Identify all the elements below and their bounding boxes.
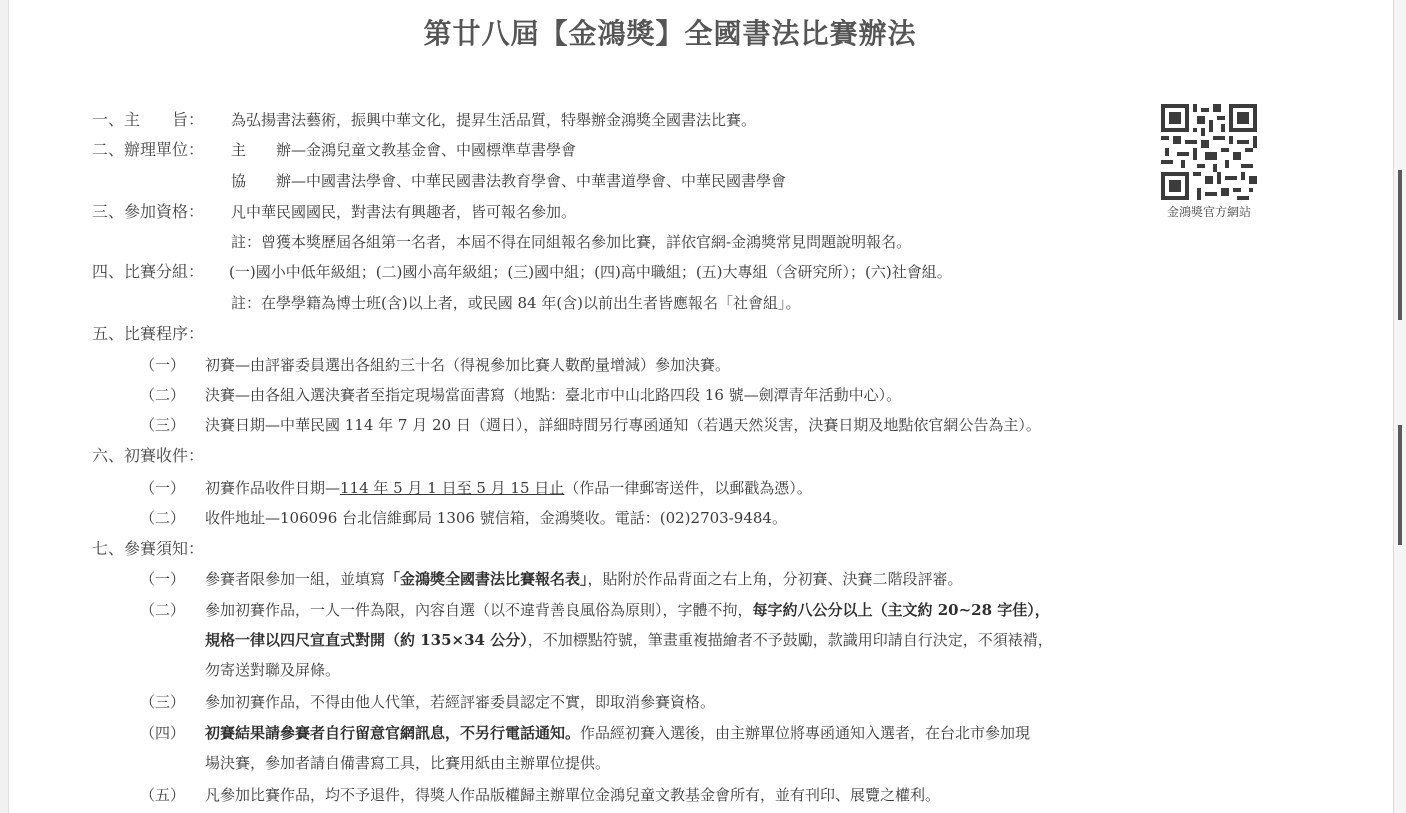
- section-7-item-2-line-3: 勿寄送對聯及屏條。: [205, 661, 341, 679]
- section-6-item-2: 收件地址—106096 台北信維郵局 1306 號信箱，金鴻獎收。電話：(02)2703-9484。: [205, 509, 787, 527]
- section-4-note: 註：在學學籍為博士班(含)以上者，或民國 84 年(含)以前出生者皆應報名「社會組」。: [231, 294, 801, 312]
- section-7-item-5: 凡參加比賽作品，均不予退件，得獎人作品版權歸主辦單位金鴻兒童文教基金會所有，並有刊印、展覽之權利。: [205, 786, 941, 804]
- section-5-item-1: 初賽—由評審委員選出各組約三十名（得視參加比賽人數酌量增減）參加決賽。: [205, 356, 731, 374]
- section-3-text: 凡中華民國國民，對書法有興趣者，皆可報名參加。: [231, 203, 577, 221]
- item-text: 參加初賽作品，一人一件為限，內容自選（以不違背善良風俗為原則），字體不拘，: [205, 601, 753, 619]
- item-text: 初賽作品收件日期—: [205, 479, 341, 497]
- section-4-label: 四、比賽分組：: [92, 262, 205, 281]
- section-7-label: 七、參賽須知：: [92, 539, 205, 558]
- item-text: ，不加標點符號，筆畫重複描繪者不予鼓勵，款識用印請自行決定，不須裱褙，: [527, 631, 1053, 649]
- section-3-label: 三、參加資格：: [92, 202, 205, 221]
- entry-form-name: 「金鴻獎全國書法比賽報名表」: [385, 570, 588, 588]
- section-6-item-1: [205, 478, 812, 498]
- section-1-label: 一、主 旨：: [92, 110, 205, 129]
- section-7-item-4-line-1: [205, 723, 1030, 743]
- item-number: （一）: [140, 479, 186, 497]
- item-number: （五）: [140, 786, 186, 804]
- section-7-item-3: 參加初賽作品，不得由他人代筆，若經評審委員認定不實，即取消參賽資格。: [205, 693, 716, 711]
- item-number: （三）: [140, 693, 186, 711]
- item-number: （二）: [140, 386, 186, 404]
- section-5-item-3: 決賽日期—中華民國 114 年 7 月 20 日（週日），詳細時間另行專函通知（若遇天然災害，決賽日期及地點依官網公告為主）。: [205, 416, 1041, 434]
- section-7-item-1: [205, 569, 963, 589]
- item-number: （一）: [140, 570, 186, 588]
- item-number: （三）: [140, 416, 186, 434]
- item-text: ，貼附於作品背面之右上角，分初賽、決賽二階段評審。: [587, 570, 963, 588]
- section-2-host: 主 辦—金鴻兒童文教基金會、中國標準草書學會: [231, 141, 577, 159]
- item-number: （二）: [140, 509, 186, 527]
- document-title: 第廿八屆【金鴻獎】全國書法比賽辦法: [423, 17, 917, 50]
- submission-dates: 114 年 5 月 1 日至 5 月 15 日止: [340, 479, 565, 497]
- item-text: （作品一律郵寄送件，以郵戳為憑）。: [564, 479, 812, 497]
- section-4-text: (一)國小中低年級組；(二)國小高年級組；(三)國中組；(四)高中職組；(五)大專組（含研究所）；(六)社會組。: [229, 263, 952, 281]
- section-3-note: 註：曾獲本獎歷屆各組第一名者，本屆不得在同組報名參加比賽，詳依官網-金鴻獎常見問題說明報名。: [231, 233, 912, 251]
- section-2-co: 協 辦—中國書法學會、中華民國書法教育學會、中華書道學會、中華民國書學會: [231, 172, 787, 190]
- item-number: （二）: [140, 601, 186, 619]
- item-text: 參賽者限參加一組，並填寫: [205, 570, 386, 588]
- section-5-label: 五、比賽程序：: [92, 324, 205, 343]
- character-size-rule: 每字約八公分以上（主文約 20~28 字佳），: [752, 601, 1050, 619]
- paper-size-rule: 規格一律以四尺宣直式對開（約 135×34 公分）: [205, 631, 528, 649]
- section-7-item-4-line-2: 場決賽，參加者請自備書寫工具，比賽用紙由主辦單位提供。: [205, 754, 611, 772]
- item-number: （四）: [140, 724, 186, 742]
- section-7-item-2-line-2: [205, 630, 1053, 650]
- section-1-text: 為弘揚書法藝術，振興中華文化，提昇生活品質，特舉辦金鴻獎全國書法比賽。: [231, 111, 757, 129]
- section-2-label: 二、辦理單位：: [92, 140, 205, 159]
- item-text: 作品經初賽入選後，由主辦單位將專函通知入選者，在台北市參加現: [580, 724, 1031, 742]
- section-5-item-2: 決賽—由各組入選決賽者至指定現場當面書寫（地點：臺北市中山北路四段 16 號—劍潭青年活動中心）。: [205, 386, 902, 404]
- section-6-label: 六、初賽收件：: [92, 446, 205, 465]
- qr-caption: 金鴻獎官方網站: [1166, 205, 1251, 219]
- results-notice: 初賽結果請參賽者自行留意官網訊息，不另行電話通知。: [205, 724, 581, 742]
- section-7-item-2-line-1: [205, 600, 1050, 620]
- item-number: （一）: [140, 356, 186, 374]
